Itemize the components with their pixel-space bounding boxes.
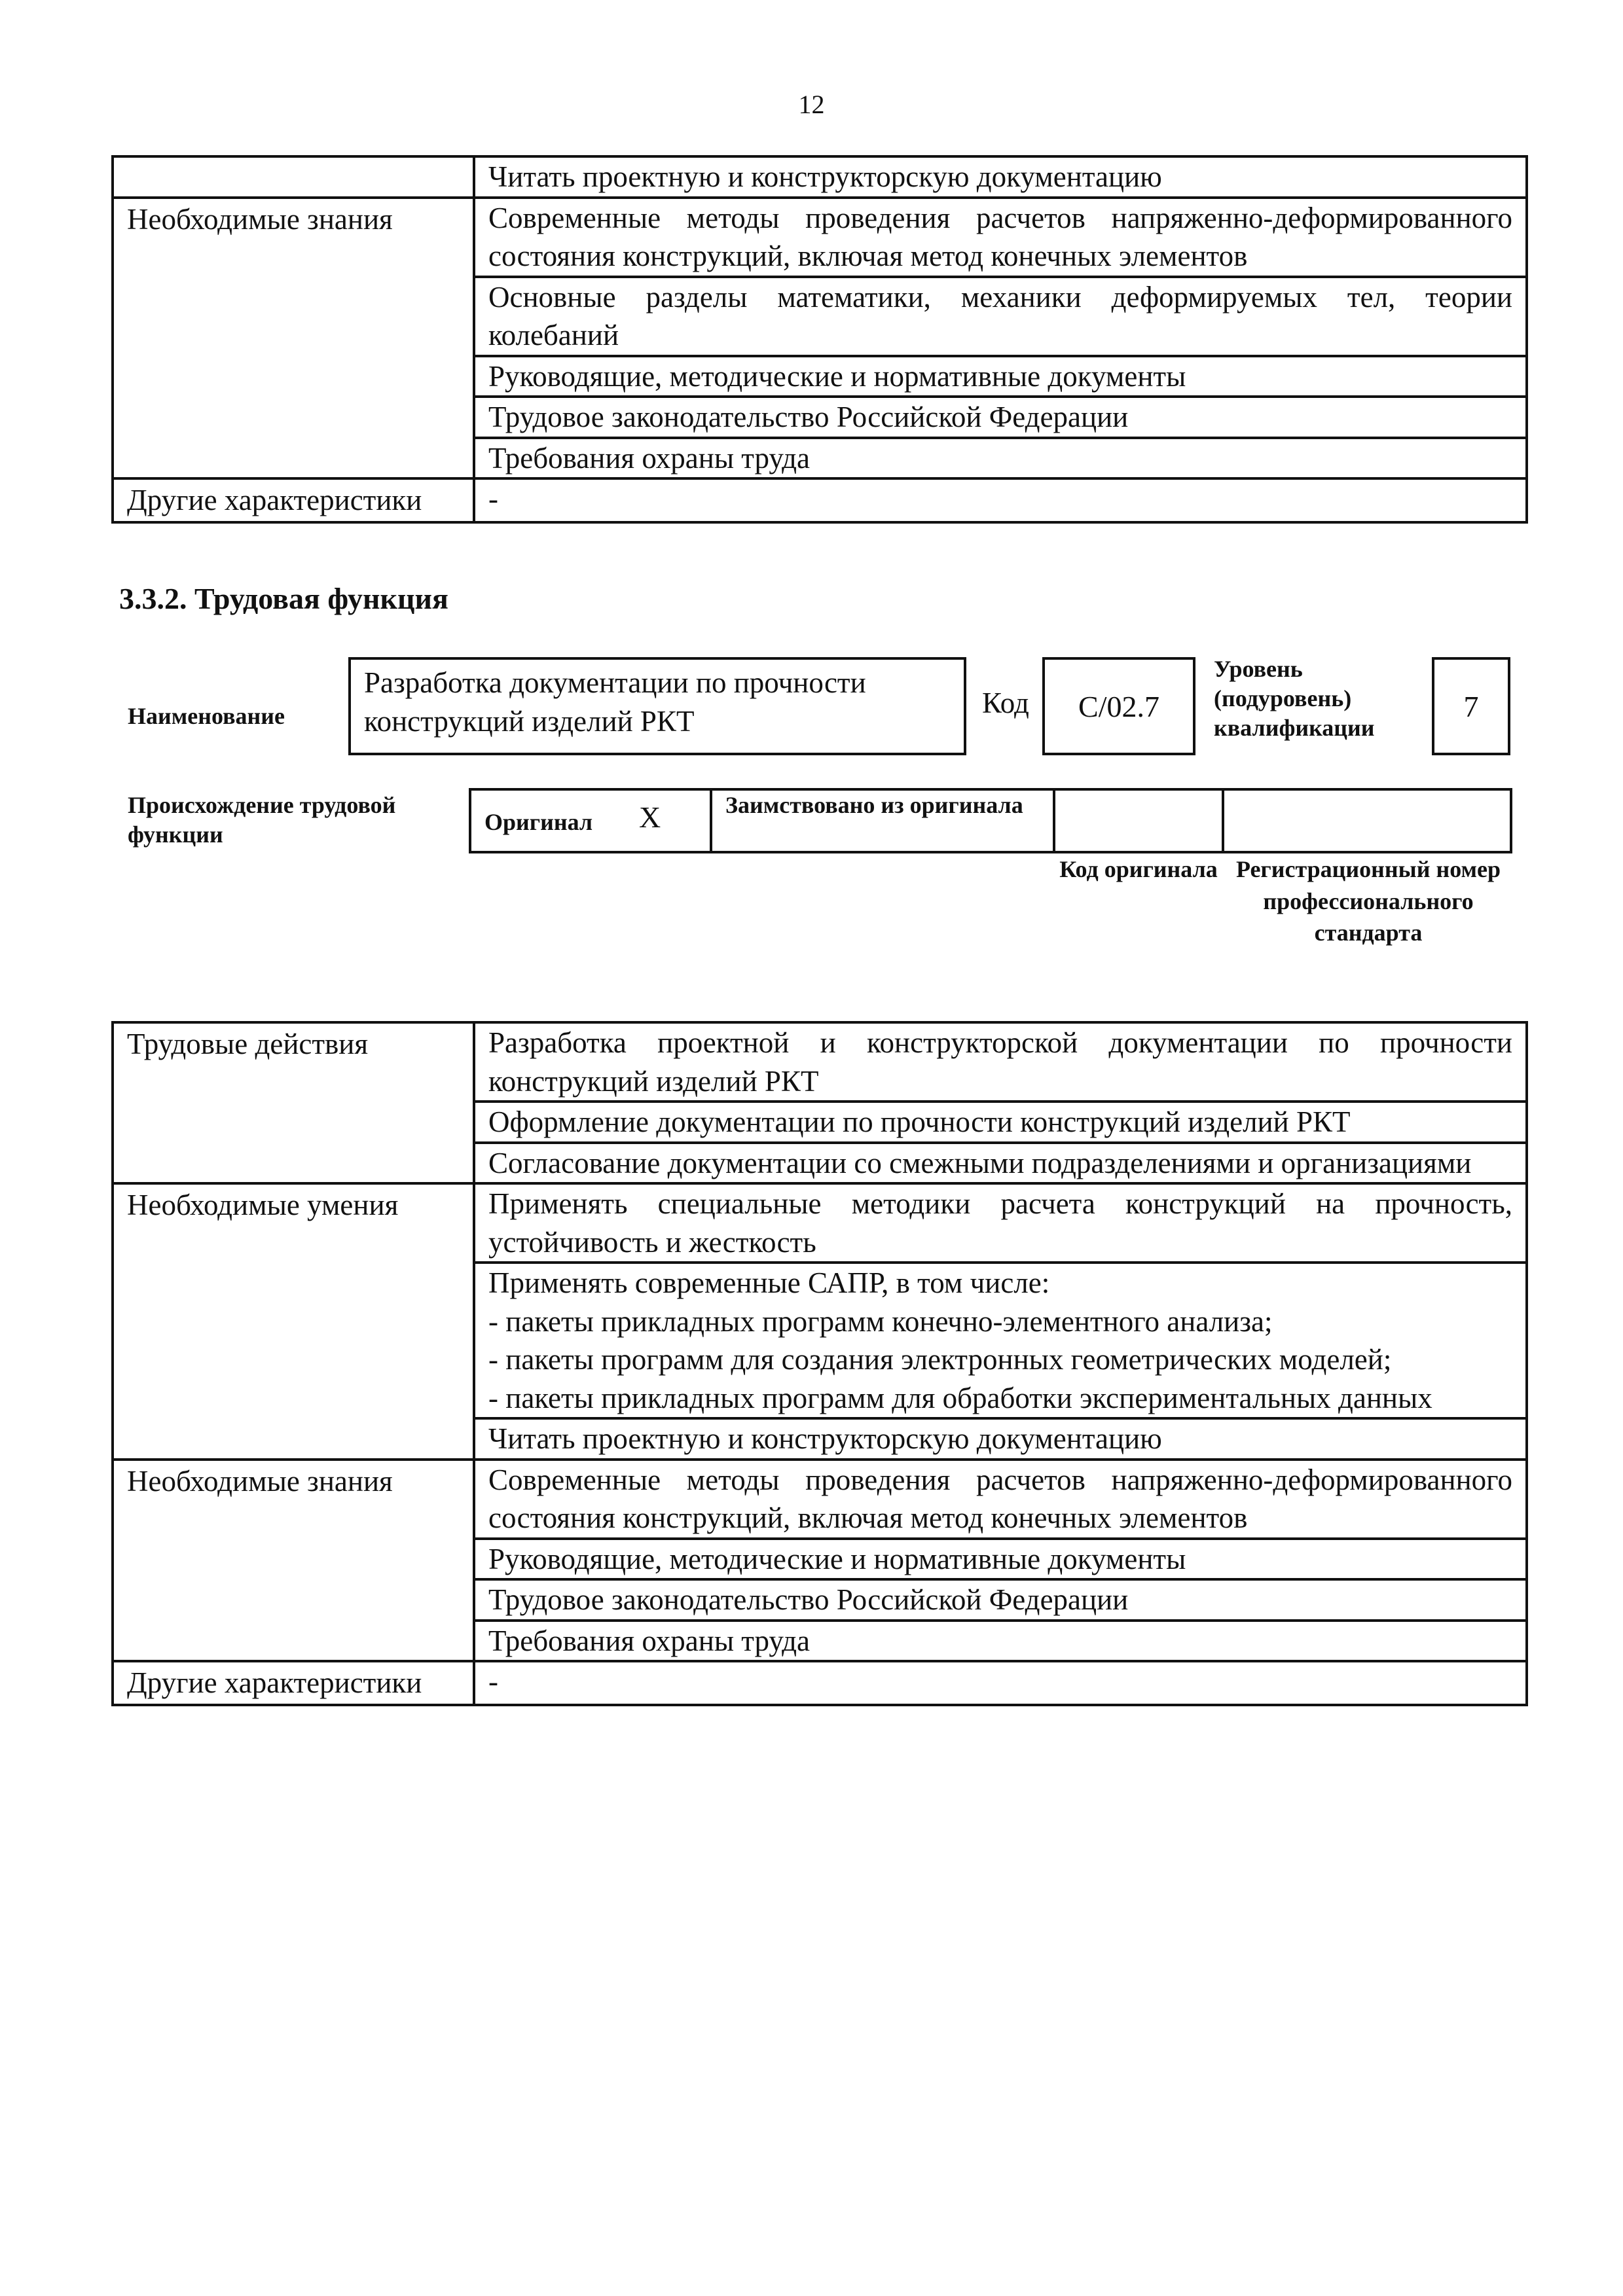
table-cell: Трудовое законодательство Российской Федерации [474, 397, 1527, 438]
row-label-empty [113, 156, 474, 198]
borrowed-label: Заимствовано из оригинала [725, 792, 1023, 818]
table-cell: Современные методы проведения расчетов напряженно-деформированного состояния конструкций, включая метод конечных элементов [474, 198, 1527, 277]
table-cell: Руководящие, методические и нормативные документы [474, 356, 1527, 397]
original-mark: X [639, 800, 661, 834]
table-row [113, 198, 1527, 277]
table-row [113, 156, 1527, 198]
level-box [1432, 657, 1510, 755]
labor-function-table [111, 1021, 1528, 1706]
table-cell: Требования охраны труда [474, 438, 1527, 479]
row-label: Необходимые знания [113, 198, 474, 479]
function-name-box [348, 657, 966, 755]
row-label: Необходимые умения [113, 1183, 474, 1460]
origin-divider [710, 788, 712, 853]
requirements-table-continued [111, 155, 1528, 524]
table-row [113, 1022, 1527, 1102]
table-cell: - [474, 478, 1527, 522]
function-name-value: Разработка документации по прочности конструкций изделий РКТ [364, 666, 866, 738]
table-cell: Требования охраны труда [474, 1621, 1527, 1662]
table-cell: - [474, 1661, 1527, 1705]
row-label: Необходимые знания [113, 1460, 474, 1662]
table-row [113, 1661, 1527, 1705]
table-cell: Трудовое законодательство Российской Федерации [474, 1579, 1527, 1621]
table-cell: Применять специальные методики расчета конструкций на прочность, устойчивость и жесткость [474, 1183, 1527, 1263]
table-row [113, 1183, 1527, 1263]
original-label: Оригинал [484, 809, 593, 835]
origin-divider [1053, 788, 1055, 853]
table-row [113, 478, 1527, 522]
table-cell: Применять современные САПР, в том числе: - пакеты прикладных программ конечно-элементного анализа; - пакеты программ для создания электронных геометрических моделей; - пакеты прикладных программ для обработки экспериментальных данных [474, 1263, 1527, 1418]
table-cell: Руководящие, методические и нормативные документы [474, 1539, 1527, 1580]
level-label: Уровень (подуровень) квалификации [1214, 656, 1375, 741]
level-value: 7 [1463, 689, 1479, 723]
table-cell: Читать проектную и конструкторскую документацию [474, 156, 1527, 198]
code-value: C/02.7 [1078, 689, 1159, 723]
code-original-caption: Код оригинала [1059, 856, 1218, 882]
table-body [113, 1022, 1527, 1705]
table-row [113, 1460, 1527, 1539]
table-cell: Оформление документации по прочности конструкций изделий РКТ [474, 1102, 1527, 1143]
code-label: Код [982, 687, 1029, 719]
table-cell: Согласование документации со смежными подразделениями и организациями [474, 1143, 1527, 1184]
table-cell: Разработка проектной и конструкторской документации по прочности конструкций изделий РКТ [474, 1022, 1527, 1102]
section-title: 3.3.2. Трудовая функция [119, 582, 448, 615]
table-cell: Основные разделы математики, механики деформируемых тел, теории колебаний [474, 277, 1527, 356]
table-body [113, 156, 1527, 522]
origin-label: Происхождение трудовой функции [128, 792, 396, 848]
table-cell: Читать проектную и конструкторскую документацию [474, 1418, 1527, 1460]
table-cell: Современные методы проведения расчетов напряженно-деформированного состояния конструкций, включая метод конечных элементов [474, 1460, 1527, 1539]
page-number: 12 [798, 90, 825, 119]
reg-number-caption: Регистрационный номер профессионального стандарта [1235, 856, 1501, 946]
origin-divider [1222, 788, 1224, 853]
row-label: Другие характеристики [113, 478, 474, 522]
row-label: Трудовые действия [113, 1022, 474, 1183]
row-label: Другие характеристики [113, 1661, 474, 1705]
name-label: Наименование [128, 703, 285, 729]
code-box [1042, 657, 1195, 755]
